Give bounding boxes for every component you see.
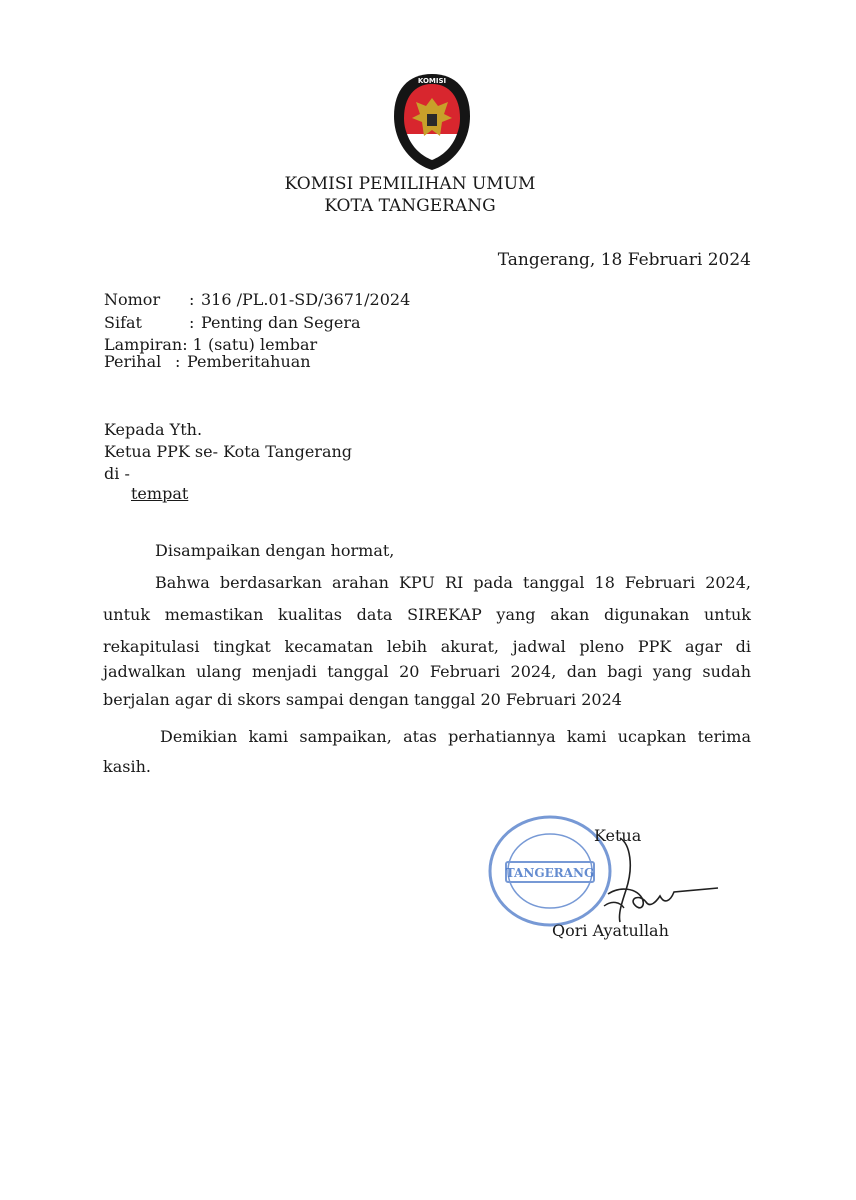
org-name-line2: KOTA TANGERANG — [324, 196, 496, 216]
signatory-title: Ketua — [594, 826, 642, 845]
meta-key: Perihal — [104, 352, 162, 371]
paragraph-line: Bahwa berdasarkan arahan KPU RI pada tanggal 18 Februari 2024, — [155, 573, 751, 592]
meta-sep: : — [189, 290, 195, 309]
meta-sep: : — [189, 313, 195, 332]
meta-row-perihal — [104, 352, 311, 371]
paragraph-line: untuk memastikan kualitas data SIREKAP yang akan digunakan untuk — [103, 605, 751, 624]
meta-value: Penting dan Segera — [201, 313, 361, 332]
meta-row-sifat — [104, 313, 361, 332]
meta-value: Pemberitahuan — [187, 352, 311, 371]
org-name-line1: KOMISI PEMILIHAN UMUM — [284, 174, 536, 194]
meta-value: 1 (satu) lembar — [192, 335, 318, 354]
meta-sep: : — [182, 335, 188, 354]
letter-date: Tangerang, 18 Februari 2024 — [497, 250, 751, 270]
meta-row-nomor — [104, 290, 410, 309]
recipient-place: tempat — [131, 484, 189, 503]
recipient-salutation: Kepada Yth. — [104, 420, 203, 439]
paragraph-line: rekapitulasi tingkat kecamatan lebih akurat, jadwal pleno PPK agar di — [103, 637, 751, 656]
paragraph-line: berjalan agar di skors sampai dengan tanggal 20 Februari 2024 — [103, 690, 622, 709]
meta-key: Lampiran — [104, 335, 183, 354]
meta-sep: : — [175, 352, 181, 371]
closing-line: kasih. — [103, 757, 151, 776]
meta-value: 316 /PL.01-SD/3671/2024 — [201, 290, 411, 309]
recipient-name: Ketua PPK se- Kota Tangerang — [104, 442, 353, 461]
signatory-name: Qori Ayatullah — [552, 921, 669, 940]
paragraph-line: jadwalkan ulang menjadi tanggal 20 Februari 2024, dan bagi yang sudah — [103, 662, 751, 681]
closing-line: Demikian kami sampaikan, atas perhatiannya kami ucapkan terima — [160, 727, 751, 746]
stamp-center-text: TANGERANG — [505, 866, 595, 880]
meta-key: Nomor — [104, 290, 161, 309]
handwritten-signature-icon — [590, 836, 720, 926]
kpu-logo-icon — [390, 72, 474, 172]
meta-key: Sifat — [104, 313, 142, 332]
greeting: Disampaikan dengan hormat, — [155, 541, 395, 560]
recipient-at: di - — [104, 464, 130, 483]
logo-top-text: KOMISI — [417, 77, 447, 85]
